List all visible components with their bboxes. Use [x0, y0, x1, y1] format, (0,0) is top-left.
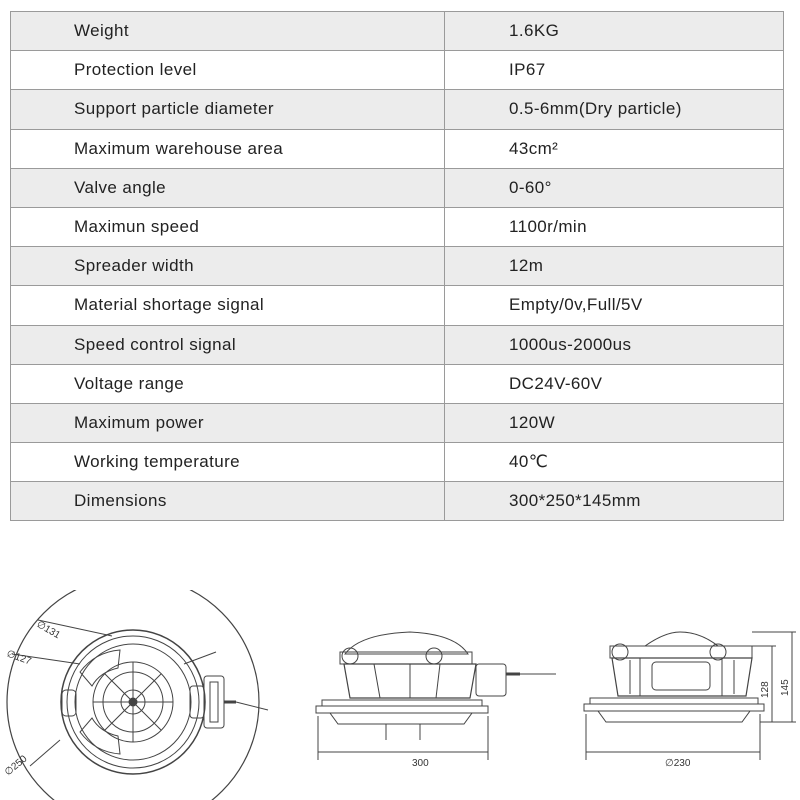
dim-label: 300 — [412, 758, 429, 769]
table-row — [11, 247, 784, 286]
table-row — [11, 364, 784, 403]
table-row — [11, 325, 784, 364]
spec-label: Maximum warehouse area — [11, 129, 445, 168]
front-view-drawing — [316, 632, 556, 760]
spec-value: IP67 — [445, 51, 784, 90]
spec-label: Material shortage signal — [11, 286, 445, 325]
table-row — [11, 207, 784, 246]
spec-value: 0-60° — [445, 168, 784, 207]
spec-value: DC24V-60V — [445, 364, 784, 403]
table-row — [11, 12, 784, 51]
spec-label: Dimensions — [11, 482, 445, 521]
spec-value: 43cm² — [445, 129, 784, 168]
table-row — [11, 168, 784, 207]
drawings-svg — [0, 590, 800, 800]
dim-label: ∅131 — [34, 619, 63, 642]
table-row — [11, 403, 784, 442]
dim-label: 145 — [780, 679, 791, 696]
spec-label: Maximum power — [11, 403, 445, 442]
spec-value: 12m — [445, 247, 784, 286]
spec-label: Protection level — [11, 51, 445, 90]
spec-value: 1.6KG — [445, 12, 784, 51]
spec-label: Support particle diameter — [11, 90, 445, 129]
spec-label: Maximun speed — [11, 207, 445, 246]
spec-value: 120W — [445, 403, 784, 442]
spec-label: Working temperature — [11, 443, 445, 482]
spec-value: 1000us-2000us — [445, 325, 784, 364]
spec-label: Valve angle — [11, 168, 445, 207]
dim-label: ∅250 — [2, 753, 30, 779]
table-row — [11, 286, 784, 325]
spec-label: Voltage range — [11, 364, 445, 403]
table-row — [11, 482, 784, 521]
table-row — [11, 129, 784, 168]
dim-label: 128 — [760, 681, 771, 698]
spec-value: Empty/0v,Full/5V — [445, 286, 784, 325]
spec-label: Weight — [11, 12, 445, 51]
table-row — [11, 51, 784, 90]
dim-label: ∅127 — [4, 648, 33, 668]
spec-label: Speed control signal — [11, 325, 445, 364]
spec-value: 300*250*145mm — [445, 482, 784, 521]
table-row — [11, 90, 784, 129]
spec-table — [10, 11, 784, 521]
spec-value: 0.5-6mm(Dry particle) — [445, 90, 784, 129]
dim-label: ∅230 — [665, 758, 691, 769]
table-row — [11, 443, 784, 482]
spec-label: Spreader width — [11, 247, 445, 286]
technical-drawings — [0, 590, 800, 800]
spec-value: 40℃ — [445, 443, 784, 482]
spec-value: 1100r/min — [445, 207, 784, 246]
